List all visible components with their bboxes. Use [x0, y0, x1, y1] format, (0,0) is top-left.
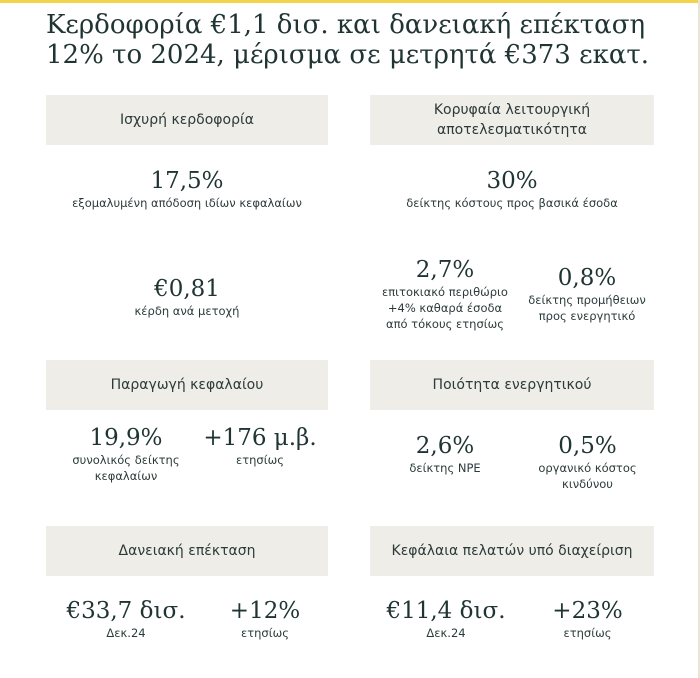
section-heading-asset-quality: Ποιότητα ενεργητικού: [370, 360, 654, 410]
metric-value: 2,6%: [415, 433, 475, 459]
metric-label: οργανικό κόστος κινδύνου: [538, 461, 637, 491]
metric-label: δείκτης κόστους προς βασικά έσοδα: [406, 196, 618, 210]
metric-label: κέρδη ανά μετοχή: [134, 304, 240, 318]
metric-value: 2,7%: [415, 257, 475, 283]
section-heading-capital-generation: Παραγωγή κεφαλαίου: [46, 360, 328, 410]
metric-label: εξομαλυμένη απόδοση ιδίων κεφαλαίων: [72, 196, 302, 210]
section-heading-loan-growth: Δανειακή επέκταση: [46, 526, 328, 576]
metric-label: επιτοκιακό περιθώριο +4% καθαρά έσοδα από τόκους ετησίως: [382, 285, 508, 331]
metric-cost-ratio: [370, 167, 654, 211]
metric-capital-change: [200, 424, 320, 468]
metric-value: 0,5%: [558, 433, 617, 459]
metric-value: 30%: [486, 168, 538, 194]
metric-capital-ratio: [66, 424, 186, 484]
metric-value: €0,81: [154, 276, 220, 302]
metric-value: +12%: [229, 598, 301, 624]
metric-label: Δεκ.24: [426, 626, 466, 640]
metric-eps: [46, 275, 328, 319]
metric-value: 0,8%: [557, 265, 617, 291]
metric-label: δείκτης προμήθειων προς ενεργητικό: [528, 293, 646, 323]
metric-value: +23%: [552, 598, 623, 624]
metric-label: ετησίως: [563, 626, 612, 640]
metric-value: 19,9%: [89, 425, 163, 451]
metric-label: Δεκ.24: [106, 626, 146, 640]
top-accent-bar: [0, 0, 700, 3]
metric-value: +176 μ.β.: [203, 425, 317, 451]
metric-label: δείκτης NPE: [409, 461, 481, 475]
metric-npe-ratio: [380, 432, 510, 476]
section-heading-efficiency: Κορυφαία λειτουργική αποτελεσματικότητα: [370, 95, 654, 145]
metric-loans-change: [210, 597, 320, 641]
metric-value: €11,4 δισ.: [386, 598, 506, 624]
metric-client-funds: [376, 597, 516, 641]
metric-cost-of-risk: [525, 432, 650, 492]
metric-value: 17,5%: [150, 168, 224, 194]
metric-client-funds-change: [530, 597, 645, 641]
metric-net-interest-margin: [370, 256, 520, 332]
section-heading-client-funds: Κεφάλαια πελατών υπό διαχείριση: [370, 526, 654, 576]
metric-value: €33,7 δισ.: [66, 598, 186, 624]
metric-fee-ratio: [520, 264, 654, 324]
metric-label: ετησίως: [241, 626, 289, 640]
metric-label: συνολικός δείκτης κεφαλαίων: [72, 453, 180, 483]
metric-label: ετησίως: [236, 453, 284, 467]
metric-roe: [46, 167, 328, 211]
metric-loans: [56, 597, 196, 641]
section-heading-profitability: Ισχυρή κερδοφορία: [46, 95, 328, 145]
page-title: Κερδοφορία €1,1 δισ. και δανειακή επέκταση 12% το 2024, μέρισμα σε μετρητά €373 εκατ.: [46, 10, 650, 70]
